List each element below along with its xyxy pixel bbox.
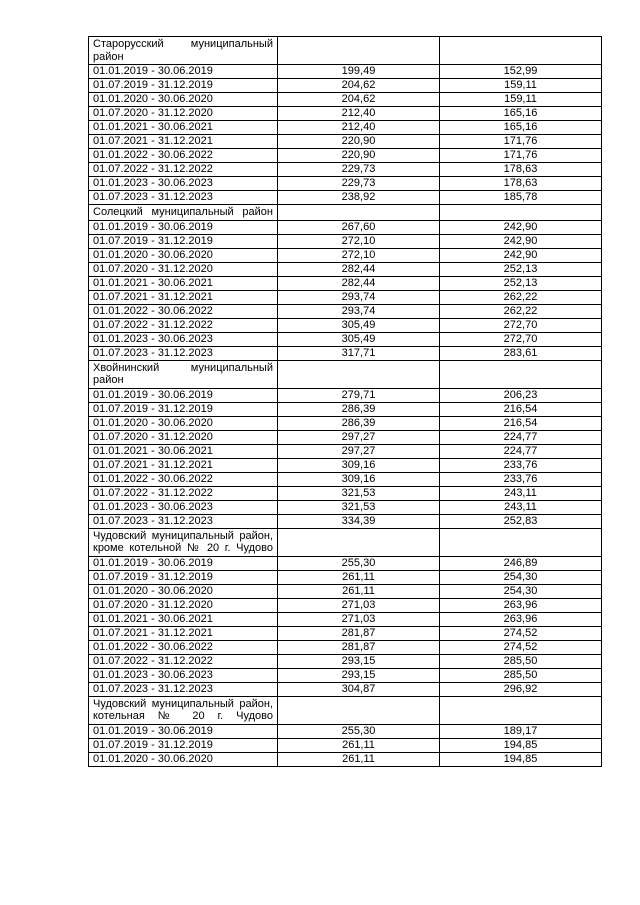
value-cell-2: 262,22 xyxy=(440,304,602,318)
table-row xyxy=(89,318,602,332)
value-cell-2: 252,83 xyxy=(440,514,602,528)
value-cell-2: 262,22 xyxy=(440,290,602,304)
value-cell-2: 263,96 xyxy=(440,612,602,626)
period-cell: 01.01.2019 - 30.06.2019 xyxy=(89,388,278,402)
value-cell-2: 254,30 xyxy=(440,570,602,584)
value-cell-1: 279,71 xyxy=(278,388,440,402)
value-cell-2: 233,76 xyxy=(440,472,602,486)
table-row xyxy=(89,584,602,598)
group-name: Чудовский муниципальный район, кроме котельной № 20 г. Чудово xyxy=(89,528,278,556)
table-row xyxy=(89,472,602,486)
value-cell-1: 305,49 xyxy=(278,318,440,332)
period-cell: 01.07.2022 - 31.12.2022 xyxy=(89,654,278,668)
value-cell-1: 212,40 xyxy=(278,107,440,121)
table-row xyxy=(89,430,602,444)
period-cell: 01.01.2019 - 30.06.2019 xyxy=(89,220,278,234)
table-row xyxy=(89,290,602,304)
table-row xyxy=(89,668,602,682)
table-row xyxy=(89,654,602,668)
value-cell-2: 263,96 xyxy=(440,598,602,612)
period-cell: 01.07.2019 - 31.12.2019 xyxy=(89,570,278,584)
value-cell-1: 321,53 xyxy=(278,500,440,514)
value-cell-2: 242,90 xyxy=(440,220,602,234)
empty-cell xyxy=(278,528,440,556)
table-row xyxy=(89,556,602,570)
period-cell: 01.01.2023 - 30.06.2023 xyxy=(89,177,278,191)
value-cell-1: 261,11 xyxy=(278,752,440,766)
value-cell-2: 216,54 xyxy=(440,416,602,430)
table-row xyxy=(89,79,602,93)
value-cell-2: 243,11 xyxy=(440,500,602,514)
value-cell-1: 261,11 xyxy=(278,570,440,584)
period-cell: 01.07.2020 - 31.12.2020 xyxy=(89,107,278,121)
period-cell: 01.07.2021 - 31.12.2021 xyxy=(89,135,278,149)
value-cell-1: 271,03 xyxy=(278,612,440,626)
tariff-table xyxy=(88,36,602,767)
value-cell-2: 283,61 xyxy=(440,346,602,360)
tariff-table-body xyxy=(89,37,602,767)
empty-cell xyxy=(440,205,602,221)
value-cell-2: 185,78 xyxy=(440,191,602,205)
table-row xyxy=(89,149,602,163)
value-cell-2: 274,52 xyxy=(440,626,602,640)
value-cell-2: 152,99 xyxy=(440,65,602,79)
table-row xyxy=(89,514,602,528)
period-cell: 01.01.2020 - 30.06.2020 xyxy=(89,752,278,766)
period-cell: 01.07.2019 - 31.12.2019 xyxy=(89,79,278,93)
period-cell: 01.01.2020 - 30.06.2020 xyxy=(89,416,278,430)
period-cell: 01.07.2023 - 31.12.2023 xyxy=(89,682,278,696)
period-cell: 01.07.2021 - 31.12.2021 xyxy=(89,626,278,640)
value-cell-1: 309,16 xyxy=(278,472,440,486)
period-cell: 01.01.2022 - 30.06.2022 xyxy=(89,149,278,163)
table-row xyxy=(89,570,602,584)
empty-cell xyxy=(278,37,440,65)
value-cell-1: 204,62 xyxy=(278,79,440,93)
value-cell-1: 220,90 xyxy=(278,135,440,149)
period-cell: 01.07.2020 - 31.12.2020 xyxy=(89,598,278,612)
period-cell: 01.07.2023 - 31.12.2023 xyxy=(89,514,278,528)
value-cell-1: 204,62 xyxy=(278,93,440,107)
group-name: Хвойнинский муниципальный район xyxy=(89,360,278,388)
period-cell: 01.01.2022 - 30.06.2022 xyxy=(89,304,278,318)
table-row xyxy=(89,402,602,416)
table-row xyxy=(89,191,602,205)
table-row xyxy=(89,248,602,262)
period-cell: 01.01.2023 - 30.06.2023 xyxy=(89,500,278,514)
value-cell-2: 272,70 xyxy=(440,318,602,332)
value-cell-1: 334,39 xyxy=(278,514,440,528)
value-cell-1: 293,15 xyxy=(278,668,440,682)
value-cell-1: 199,49 xyxy=(278,65,440,79)
period-cell: 01.07.2019 - 31.12.2019 xyxy=(89,402,278,416)
value-cell-2: 171,76 xyxy=(440,149,602,163)
value-cell-1: 293,15 xyxy=(278,654,440,668)
value-cell-2: 246,89 xyxy=(440,556,602,570)
group-header-row xyxy=(89,37,602,65)
table-row xyxy=(89,416,602,430)
empty-cell xyxy=(440,696,602,724)
period-cell: 01.07.2022 - 31.12.2022 xyxy=(89,486,278,500)
value-cell-1: 212,40 xyxy=(278,121,440,135)
empty-cell xyxy=(440,528,602,556)
value-cell-1: 282,44 xyxy=(278,262,440,276)
value-cell-2: 224,77 xyxy=(440,444,602,458)
table-row xyxy=(89,262,602,276)
value-cell-2: 206,23 xyxy=(440,388,602,402)
table-row xyxy=(89,121,602,135)
value-cell-2: 178,63 xyxy=(440,163,602,177)
value-cell-2: 194,85 xyxy=(440,738,602,752)
value-cell-2: 252,13 xyxy=(440,262,602,276)
value-cell-2: 216,54 xyxy=(440,402,602,416)
value-cell-2: 243,11 xyxy=(440,486,602,500)
period-cell: 01.01.2021 - 30.06.2021 xyxy=(89,444,278,458)
value-cell-2: 171,76 xyxy=(440,135,602,149)
value-cell-2: 189,17 xyxy=(440,724,602,738)
period-cell: 01.01.2020 - 30.06.2020 xyxy=(89,584,278,598)
period-cell: 01.01.2019 - 30.06.2019 xyxy=(89,724,278,738)
value-cell-1: 255,30 xyxy=(278,556,440,570)
value-cell-1: 255,30 xyxy=(278,724,440,738)
value-cell-2: 296,92 xyxy=(440,682,602,696)
empty-cell xyxy=(278,205,440,221)
table-row xyxy=(89,332,602,346)
value-cell-1: 293,74 xyxy=(278,290,440,304)
table-row xyxy=(89,93,602,107)
period-cell: 01.01.2023 - 30.06.2023 xyxy=(89,332,278,346)
value-cell-1: 293,74 xyxy=(278,304,440,318)
value-cell-1: 261,11 xyxy=(278,738,440,752)
table-row xyxy=(89,388,602,402)
period-cell: 01.07.2023 - 31.12.2023 xyxy=(89,191,278,205)
value-cell-2: 194,85 xyxy=(440,752,602,766)
empty-cell xyxy=(278,360,440,388)
value-cell-1: 297,27 xyxy=(278,444,440,458)
table-row xyxy=(89,346,602,360)
period-cell: 01.01.2019 - 30.06.2019 xyxy=(89,556,278,570)
group-name: Чудовский муниципальный район, котельная № 20 г. Чудово xyxy=(89,696,278,724)
table-row xyxy=(89,612,602,626)
empty-cell xyxy=(440,37,602,65)
value-cell-1: 238,92 xyxy=(278,191,440,205)
table-row xyxy=(89,500,602,514)
table-row xyxy=(89,626,602,640)
period-cell: 01.07.2021 - 31.12.2021 xyxy=(89,290,278,304)
period-cell: 01.01.2020 - 30.06.2020 xyxy=(89,93,278,107)
value-cell-1: 229,73 xyxy=(278,177,440,191)
value-cell-2: 242,90 xyxy=(440,248,602,262)
table-row xyxy=(89,177,602,191)
value-cell-2: 272,70 xyxy=(440,332,602,346)
value-cell-2: 178,63 xyxy=(440,177,602,191)
group-header-row xyxy=(89,205,602,221)
value-cell-1: 281,87 xyxy=(278,626,440,640)
table-row xyxy=(89,444,602,458)
value-cell-1: 281,87 xyxy=(278,640,440,654)
period-cell: 01.01.2021 - 30.06.2021 xyxy=(89,612,278,626)
table-row xyxy=(89,458,602,472)
table-row xyxy=(89,752,602,766)
value-cell-1: 321,53 xyxy=(278,486,440,500)
value-cell-1: 297,27 xyxy=(278,430,440,444)
group-header-row xyxy=(89,696,602,724)
value-cell-2: 165,16 xyxy=(440,121,602,135)
table-row xyxy=(89,598,602,612)
period-cell: 01.07.2019 - 31.12.2019 xyxy=(89,234,278,248)
value-cell-1: 282,44 xyxy=(278,276,440,290)
table-row xyxy=(89,486,602,500)
table-row xyxy=(89,682,602,696)
table-row xyxy=(89,65,602,79)
table-row xyxy=(89,107,602,121)
period-cell: 01.07.2023 - 31.12.2023 xyxy=(89,346,278,360)
value-cell-2: 165,16 xyxy=(440,107,602,121)
period-cell: 01.01.2019 - 30.06.2019 xyxy=(89,65,278,79)
period-cell: 01.01.2022 - 30.06.2022 xyxy=(89,472,278,486)
period-cell: 01.01.2022 - 30.06.2022 xyxy=(89,640,278,654)
empty-cell xyxy=(440,360,602,388)
period-cell: 01.07.2020 - 31.12.2020 xyxy=(89,430,278,444)
table-row xyxy=(89,304,602,318)
value-cell-2: 159,11 xyxy=(440,93,602,107)
value-cell-1: 286,39 xyxy=(278,402,440,416)
group-header-row xyxy=(89,528,602,556)
group-name: Солецкий муниципальный район xyxy=(89,205,278,221)
value-cell-1: 220,90 xyxy=(278,149,440,163)
value-cell-2: 252,13 xyxy=(440,276,602,290)
period-cell: 01.07.2020 - 31.12.2020 xyxy=(89,262,278,276)
value-cell-2: 274,52 xyxy=(440,640,602,654)
period-cell: 01.07.2022 - 31.12.2022 xyxy=(89,318,278,332)
value-cell-2: 285,50 xyxy=(440,668,602,682)
table-row xyxy=(89,234,602,248)
period-cell: 01.07.2022 - 31.12.2022 xyxy=(89,163,278,177)
table-row xyxy=(89,640,602,654)
period-cell: 01.01.2021 - 30.06.2021 xyxy=(89,121,278,135)
group-name: Старорусский муниципальный район xyxy=(89,37,278,65)
value-cell-1: 271,03 xyxy=(278,598,440,612)
value-cell-1: 309,16 xyxy=(278,458,440,472)
table-row xyxy=(89,163,602,177)
table-row xyxy=(89,738,602,752)
table-row xyxy=(89,724,602,738)
value-cell-1: 229,73 xyxy=(278,163,440,177)
table-row xyxy=(89,276,602,290)
value-cell-1: 267,60 xyxy=(278,220,440,234)
value-cell-2: 233,76 xyxy=(440,458,602,472)
value-cell-1: 304,87 xyxy=(278,682,440,696)
table-row xyxy=(89,135,602,149)
value-cell-2: 224,77 xyxy=(440,430,602,444)
period-cell: 01.01.2020 - 30.06.2020 xyxy=(89,248,278,262)
value-cell-1: 272,10 xyxy=(278,234,440,248)
value-cell-2: 242,90 xyxy=(440,234,602,248)
period-cell: 01.07.2019 - 31.12.2019 xyxy=(89,738,278,752)
period-cell: 01.01.2023 - 30.06.2023 xyxy=(89,668,278,682)
table-row xyxy=(89,220,602,234)
value-cell-1: 261,11 xyxy=(278,584,440,598)
value-cell-1: 272,10 xyxy=(278,248,440,262)
group-header-row xyxy=(89,360,602,388)
period-cell: 01.01.2021 - 30.06.2021 xyxy=(89,276,278,290)
value-cell-2: 254,30 xyxy=(440,584,602,598)
value-cell-1: 305,49 xyxy=(278,332,440,346)
value-cell-1: 317,71 xyxy=(278,346,440,360)
empty-cell xyxy=(278,696,440,724)
period-cell: 01.07.2021 - 31.12.2021 xyxy=(89,458,278,472)
value-cell-1: 286,39 xyxy=(278,416,440,430)
value-cell-2: 159,11 xyxy=(440,79,602,93)
value-cell-2: 285,50 xyxy=(440,654,602,668)
